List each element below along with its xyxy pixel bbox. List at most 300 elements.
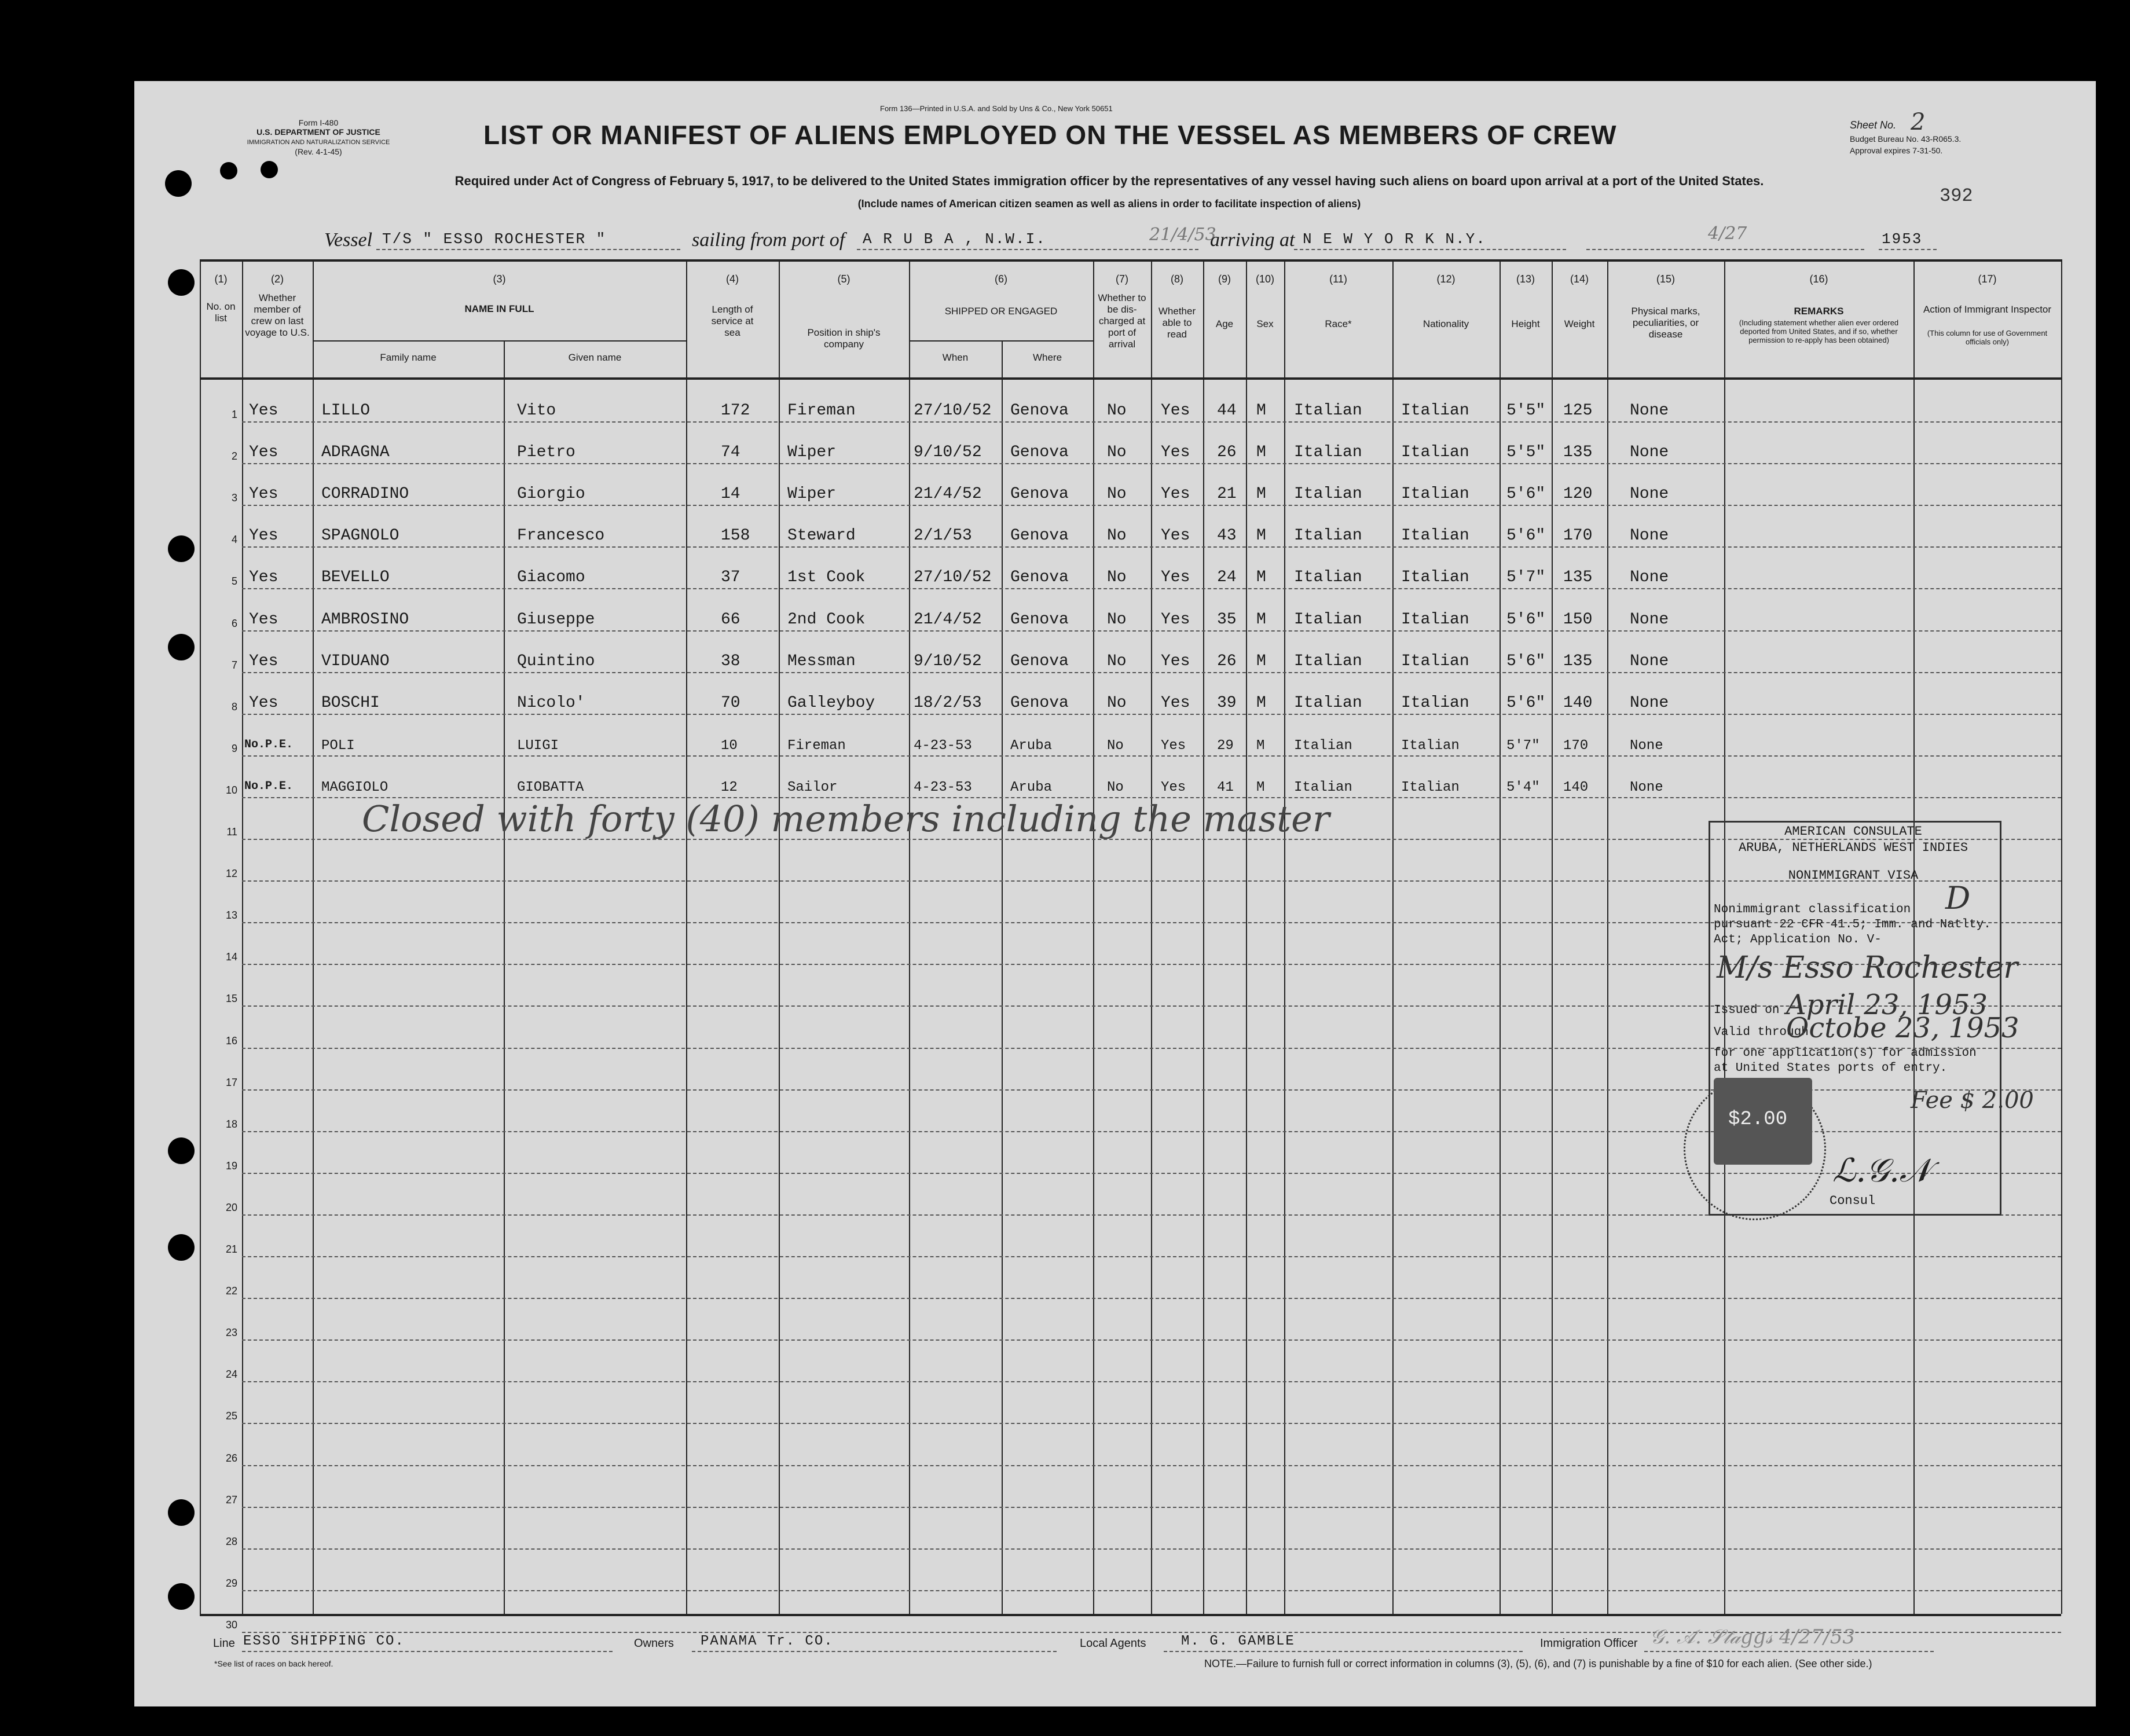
cell-shipped-when: 21/4/52 [914, 610, 982, 629]
row-number: 17 [225, 1076, 237, 1088]
agents-value: M. G. GAMBLE [1181, 1634, 1295, 1649]
col-6-number: (6) [995, 273, 1007, 285]
cell-race: Italian [1294, 402, 1362, 420]
cell-given-name: Giacomo [517, 568, 585, 587]
cell-given-name: Giuseppe [517, 610, 595, 629]
row-number: 3 [231, 492, 237, 504]
row-rule [242, 1507, 2061, 1508]
cell-race: Italian [1294, 652, 1362, 670]
cell-family-name: LILLO [321, 402, 371, 420]
cell-length-of-service: 37 [721, 568, 740, 587]
cell-physical-marks: None [1630, 693, 1669, 712]
row-rule [242, 421, 2061, 423]
cell-physical-marks: None [1630, 737, 1663, 754]
cell-race: Italian [1294, 527, 1362, 545]
revision: (Rev. 4-1-45) [295, 147, 342, 156]
cell-physical-marks: None [1630, 527, 1669, 545]
sheet-label: Sheet No. [1850, 119, 1897, 131]
cell-member: Yes [249, 610, 278, 629]
punch-hole [220, 162, 237, 179]
arrival-port: N E W Y O R K N.Y. [1303, 230, 1486, 248]
cell-given-name: Vito [517, 402, 556, 420]
cell-given-name: Nicolo' [517, 693, 585, 712]
include-note: (Include names of American citizen seamen as well as aliens in order to facilitate inspection of aliens) [857, 198, 1361, 210]
cell-age: 26 [1217, 443, 1237, 462]
cell-sex: M [1256, 568, 1266, 587]
cell-age: 24 [1217, 568, 1237, 587]
row-number: 30 [225, 1618, 237, 1631]
cell-discharged: No [1107, 485, 1127, 504]
row-number: 11 [226, 826, 237, 838]
printer-line: Form 136—Printed in U.S.A. and Sold by Uns & Co., New York 50651 [880, 104, 1113, 113]
footer-note: NOTE.—Failure to furnish full or correct information in columns (3), (5), (6), and (7) is punishable by a fine of $10 for each alien. (See other side.) [1204, 1658, 1872, 1669]
arrival-date: 4/27 [1708, 223, 1747, 244]
col-8-number: (8) [1171, 273, 1183, 285]
where-header: Where [1032, 352, 1062, 363]
stamped-number: 392 [1940, 185, 1973, 207]
row-rule [242, 1465, 2061, 1466]
cell-discharged: No [1107, 402, 1127, 420]
cell-position: 2nd Cook [787, 610, 866, 629]
cell-shipped-where: Genova [1010, 652, 1069, 670]
col-9-header: Age [1215, 318, 1234, 329]
cell-shipped-where: Genova [1010, 402, 1069, 420]
stamp-visa-type: NONIMMIGRANT VISA [1788, 868, 1919, 883]
stamp-classification-label: Nonimmigrant classification [1714, 903, 1911, 916]
row-rule [242, 672, 2061, 673]
row-number: 6 [231, 617, 237, 629]
cell-nationality: Italian [1401, 737, 1460, 754]
cell-race: Italian [1294, 485, 1362, 504]
arriving-label: arriving at [1210, 229, 1295, 251]
cell-weight: 170 [1563, 527, 1593, 545]
row-number: 29 [225, 1577, 237, 1589]
cell-able-to-read: Yes [1161, 527, 1190, 545]
cell-shipped-where: Genova [1010, 693, 1069, 712]
col-17-header: Action of Immigrant Inspector [1923, 304, 2052, 315]
cell-height: 5'5" [1506, 443, 1546, 462]
cell-weight: 135 [1563, 652, 1593, 670]
cell-sex: M [1256, 779, 1265, 795]
form-number: Form I-480 [298, 118, 339, 127]
cell-sex: M [1256, 693, 1266, 712]
cell-race: Italian [1294, 693, 1362, 712]
closing-note: Closed with forty (40) members including the master [362, 798, 1330, 840]
cell-shipped-when: 4-23-53 [914, 779, 972, 795]
stamp-ports: at United States ports of entry. [1714, 1062, 1948, 1075]
row-rule [242, 463, 2061, 464]
cell-height: 5'4" [1506, 779, 1540, 795]
cell-shipped-where: Genova [1010, 527, 1069, 545]
col-14-number: (14) [1570, 273, 1589, 285]
cell-given-name: Pietro [517, 443, 575, 462]
col-16-subheader: (Including statement whether alien ever ordered deported from United States, and if so, whether permission to re-apply has been obtained) [1739, 318, 1899, 344]
cell-nationality: Italian [1401, 485, 1469, 504]
cell-weight: 120 [1563, 485, 1593, 504]
row-number: 18 [225, 1118, 237, 1130]
cell-family-name: POLI [321, 737, 355, 754]
cell-height: 5'6" [1506, 485, 1546, 504]
stamp-application-label: Act; Application No. V- [1714, 933, 1882, 946]
cell-member: No.P.E. [244, 737, 294, 751]
col-7-number: (7) [1116, 273, 1128, 285]
row-rule [242, 630, 2061, 632]
cell-physical-marks: None [1630, 485, 1669, 504]
col-10-number: (10) [1255, 273, 1274, 285]
col-11-header: Race* [1325, 318, 1352, 329]
line-value: ESSO SHIPPING CO. [243, 1634, 405, 1649]
stamp-consulate: AMERICAN CONSULATE [1784, 824, 1922, 839]
col-3-number: (3) [493, 273, 506, 285]
cell-race: Italian [1294, 610, 1362, 629]
row-number: 19 [225, 1159, 237, 1172]
punch-hole [261, 161, 278, 178]
row-number: 20 [225, 1201, 237, 1213]
row-rule [242, 546, 2061, 548]
row-rule [242, 1423, 2061, 1424]
sheet-number: 2 [1911, 109, 1926, 135]
cell-physical-marks: None [1630, 610, 1669, 629]
stamp-valid-date: Octobe 23, 1953 [1786, 1012, 2019, 1044]
cell-length-of-service: 38 [721, 652, 740, 670]
cell-shipped-when: 9/10/52 [914, 443, 982, 462]
col-6-header: SHIPPED OR ENGAGED [944, 306, 1058, 317]
cell-able-to-read: Yes [1161, 610, 1190, 629]
row-rule [242, 588, 2061, 589]
cell-position: 1st Cook [787, 568, 866, 587]
row-rule [242, 1298, 2061, 1299]
stamp-fee: Fee $ 2.00 [1911, 1087, 2034, 1114]
punch-hole [168, 269, 195, 296]
cell-given-name: Francesco [517, 527, 605, 545]
cell-race: Italian [1294, 443, 1362, 462]
row-number: 21 [225, 1243, 237, 1255]
owners-value: PANAMA Tr. CO. [701, 1634, 834, 1649]
officer-label: Immigration Officer [1540, 1637, 1638, 1650]
cell-shipped-where: Genova [1010, 610, 1069, 629]
agents-label: Local Agents [1080, 1637, 1146, 1650]
consul-signature: ℒ.𝒢.𝒩 [1832, 1152, 1931, 1190]
cell-age: 21 [1217, 485, 1237, 504]
cell-shipped-when: 9/10/52 [914, 652, 982, 670]
col-17-number: (17) [1978, 273, 1997, 285]
line-label: Line [213, 1637, 235, 1650]
cell-family-name: BOSCHI [321, 693, 380, 712]
stamp-issued-date: April 23, 1953 [1786, 989, 1988, 1021]
vessel-name: T/S " ESSO ROCHESTER " [382, 230, 607, 248]
cell-age: 26 [1217, 652, 1237, 670]
col-2-header: Whether member of crew on last voyage to U.S. [245, 292, 310, 338]
cell-shipped-where: Genova [1010, 443, 1069, 462]
cell-physical-marks: None [1630, 443, 1669, 462]
cell-race: Italian [1294, 568, 1362, 587]
cell-shipped-when: 27/10/52 [914, 568, 992, 587]
row-number: 10 [225, 784, 237, 796]
cell-weight: 140 [1563, 779, 1589, 795]
row-number: 4 [231, 534, 237, 546]
cell-position: Sailor [787, 779, 838, 795]
cell-family-name: ADRAGNA [321, 443, 390, 462]
col-12-number: (12) [1436, 273, 1456, 285]
arrival-year: 1953 [1882, 230, 1923, 248]
stamp-regulation: pursuant 22 CFR 41.5; Imm. and Natlty. [1714, 918, 1991, 931]
sailing-date: 21/4/53 [1149, 225, 1216, 245]
cell-family-name: SPAGNOLO [321, 527, 399, 545]
cell-position: Galleyboy [787, 693, 875, 712]
col-10-header: Sex [1256, 318, 1274, 329]
cell-position: Wiper [787, 485, 837, 504]
cell-race: Italian [1294, 737, 1352, 754]
cell-height: 5'5" [1506, 402, 1546, 420]
cell-weight: 135 [1563, 568, 1593, 587]
cell-sex: M [1256, 652, 1266, 670]
row-rule [242, 1381, 2061, 1382]
row-rule [242, 1256, 2061, 1257]
row-rule [242, 1548, 2061, 1550]
cell-discharged: No [1107, 527, 1127, 545]
cell-height: 5'7" [1506, 568, 1546, 587]
cell-position: Messman [787, 652, 856, 670]
row-number: 13 [225, 909, 237, 922]
stamp-location: ARUBA, NETHERLANDS WEST INDIES [1738, 841, 1968, 855]
cell-height: 5'6" [1506, 610, 1546, 629]
cell-member: No.P.E. [244, 779, 294, 793]
col-13-number: (13) [1516, 273, 1535, 285]
cell-physical-marks: None [1630, 779, 1663, 795]
cell-family-name: AMBROSINO [321, 610, 409, 629]
cell-nationality: Italian [1401, 527, 1469, 545]
col-15-header: Physical marks, peculiarities, or disease [1631, 306, 1700, 340]
cell-member: Yes [249, 568, 278, 587]
required-act-text: Required under Act of Congress of February 5, 1917, to be delivered to the United States immigration officer by the representatives of any vessel having such aliens on board upon arrival at a port of the United States. [454, 174, 1764, 188]
cell-discharged: No [1107, 652, 1127, 670]
cell-weight: 140 [1563, 693, 1593, 712]
stamp-valid-label: Valid through [1714, 1026, 1809, 1039]
col-3-header: NAME IN FULL [464, 303, 534, 314]
cell-able-to-read: Yes [1161, 568, 1190, 587]
given-name-header: Given name [568, 352, 622, 363]
col-9-number: (9) [1218, 273, 1231, 285]
page-title: LIST OR MANIFEST OF ALIENS EMPLOYED ON THE VESSEL AS MEMBERS OF CREW [483, 120, 1617, 150]
row-rule [242, 714, 2061, 715]
row-number: 23 [225, 1327, 237, 1339]
col-4-header: Length of service at sea [711, 304, 754, 338]
cell-family-name: MAGGIOLO [321, 779, 388, 795]
row-number: 1 [231, 409, 237, 420]
cell-given-name: GIOBATTA [517, 779, 584, 795]
cell-shipped-when: 4-23-53 [914, 737, 972, 754]
approval-expires: Approval expires 7-31-50. [1850, 146, 1943, 155]
col-17-subheader: (This column for use of Government officials only) [1927, 329, 2048, 346]
cell-position: Fireman [787, 402, 856, 420]
cell-discharged: No [1107, 568, 1127, 587]
col-15-number: (15) [1656, 273, 1675, 285]
punch-hole [168, 1137, 195, 1164]
punch-hole [168, 1499, 195, 1526]
cell-given-name: Quintino [517, 652, 595, 670]
cell-given-name: Giorgio [517, 485, 585, 504]
row-number: 22 [225, 1285, 237, 1297]
budget-bureau: Budget Bureau No. 43-R065.3. [1850, 134, 1962, 144]
stamp-consul-label: Consul [1830, 1194, 1876, 1208]
row-rule [242, 505, 2061, 506]
cell-nationality: Italian [1401, 443, 1469, 462]
races-note: *See list of races on back hereof. [214, 1659, 333, 1668]
cell-member: Yes [249, 443, 278, 462]
cell-length-of-service: 12 [721, 779, 738, 795]
cell-shipped-where: Genova [1010, 568, 1069, 587]
col-8-header: Whether able to read [1158, 306, 1196, 340]
col-13-header: Height [1511, 318, 1540, 329]
col-16-number: (16) [1809, 273, 1828, 285]
cell-able-to-read: Yes [1161, 485, 1190, 504]
row-rule [242, 1590, 2061, 1591]
cell-shipped-where: Genova [1010, 485, 1069, 504]
cell-position: Steward [787, 527, 856, 545]
cell-age: 39 [1217, 693, 1237, 712]
cell-shipped-when: 21/4/52 [914, 485, 982, 504]
col-5-header: Position in ship's company [807, 327, 881, 350]
family-name-header: Family name [380, 352, 437, 363]
col-4-number: (4) [726, 273, 739, 285]
col-1-header: No. on list [206, 301, 236, 324]
officer-signature: 𝒢. 𝒜. 𝒮𝓉𝒶𝑔𝑔𝓈 4/27/53 [1650, 1625, 1856, 1649]
cell-length-of-service: 70 [721, 693, 740, 712]
cell-member: Yes [249, 527, 278, 545]
cell-weight: 170 [1563, 737, 1589, 754]
cell-family-name: CORRADINO [321, 485, 409, 504]
cell-nationality: Italian [1401, 402, 1469, 420]
row-number: 9 [231, 742, 237, 754]
cell-age: 43 [1217, 527, 1237, 545]
row-number: 14 [225, 951, 237, 963]
cell-shipped-when: 2/1/53 [914, 527, 972, 545]
cell-height: 5'6" [1506, 652, 1546, 670]
cell-physical-marks: None [1630, 402, 1669, 420]
cell-shipped-where: Aruba [1010, 737, 1053, 754]
row-rule [242, 1339, 2061, 1341]
col-5-number: (5) [837, 273, 850, 285]
stamp-classification: D [1945, 880, 1971, 916]
sailing-port: A R U B A , N.W.I. [863, 230, 1046, 248]
col-12-header: Nationality [1423, 318, 1469, 329]
cell-given-name: LUIGI [517, 737, 559, 754]
col-1-number: (1) [214, 273, 228, 285]
cell-discharged: No [1107, 779, 1124, 795]
cell-sex: M [1256, 485, 1266, 504]
col-16-header: REMARKS [1794, 306, 1844, 317]
cell-physical-marks: None [1630, 652, 1669, 670]
row-number: 15 [225, 993, 237, 1005]
cell-height: 5'7" [1506, 737, 1540, 754]
cell-discharged: No [1107, 610, 1127, 629]
row-number: 8 [231, 700, 237, 713]
row-number: 27 [225, 1493, 237, 1506]
cell-length-of-service: 14 [721, 485, 740, 504]
when-header: When [942, 352, 969, 363]
col-11-number: (11) [1329, 273, 1347, 285]
row-number: 7 [231, 659, 237, 671]
stamp-applications: for one application(s) for admission [1714, 1047, 1977, 1060]
cell-length-of-service: 172 [721, 402, 750, 420]
cell-member: Yes [249, 402, 278, 420]
cell-nationality: Italian [1401, 568, 1469, 587]
row-number: 28 [225, 1535, 237, 1547]
punch-hole [165, 170, 192, 197]
col-2-number: (2) [271, 273, 284, 285]
cell-nationality: Italian [1401, 610, 1469, 629]
punch-hole [168, 535, 195, 562]
cell-shipped-where: Aruba [1010, 779, 1053, 795]
cell-sex: M [1256, 737, 1265, 754]
cell-sex: M [1256, 610, 1266, 629]
row-number: 24 [225, 1368, 237, 1381]
cell-length-of-service: 158 [721, 527, 750, 545]
cell-able-to-read: Yes [1161, 443, 1190, 462]
cell-able-to-read: Yes [1161, 779, 1186, 795]
cell-discharged: No [1107, 443, 1127, 462]
cell-family-name: BEVELLO [321, 568, 390, 587]
cell-race: Italian [1294, 779, 1352, 795]
cell-member: Yes [249, 485, 278, 504]
service: IMMIGRATION AND NATURALIZATION SERVICE [247, 139, 390, 146]
cell-age: 29 [1217, 737, 1234, 754]
vessel-label: Vessel [324, 229, 373, 251]
cell-physical-marks: None [1630, 568, 1669, 587]
cell-weight: 150 [1563, 610, 1593, 629]
cell-length-of-service: 10 [721, 737, 738, 754]
cell-able-to-read: Yes [1161, 737, 1186, 754]
cell-family-name: VIDUANO [321, 652, 390, 670]
cell-position: Fireman [787, 737, 846, 754]
cell-nationality: Italian [1401, 693, 1469, 712]
cell-height: 5'6" [1506, 693, 1546, 712]
cell-member: Yes [249, 652, 278, 670]
cell-shipped-when: 18/2/53 [914, 693, 982, 712]
row-number: 26 [225, 1452, 237, 1464]
row-number: 5 [231, 575, 237, 588]
cell-nationality: Italian [1401, 779, 1460, 795]
cell-sex: M [1256, 443, 1266, 462]
punch-hole [168, 1583, 195, 1610]
punch-hole [168, 634, 195, 660]
cell-height: 5'6" [1506, 527, 1546, 545]
cell-age: 44 [1217, 402, 1237, 420]
stamp-vessel-handwritten: M/s Esso Rochester [1717, 950, 2018, 985]
department: U.S. DEPARTMENT OF JUSTICE [256, 127, 380, 137]
row-number: 25 [225, 1410, 237, 1422]
revenue-stamp-value: $2.00 [1728, 1109, 1788, 1131]
stamp-issued-label: Issued on [1714, 1004, 1780, 1017]
cell-age: 41 [1217, 779, 1234, 795]
row-number: 12 [225, 868, 237, 880]
row-rule [242, 755, 2061, 757]
row-number: 16 [225, 1034, 237, 1047]
col-14-header: Weight [1564, 318, 1595, 329]
cell-nationality: Italian [1401, 652, 1469, 670]
cell-length-of-service: 66 [721, 610, 740, 629]
cell-able-to-read: Yes [1161, 402, 1190, 420]
cell-sex: M [1256, 527, 1266, 545]
punch-hole [168, 1234, 195, 1261]
cell-discharged: No [1107, 737, 1124, 754]
cell-position: Wiper [787, 443, 837, 462]
cell-able-to-read: Yes [1161, 652, 1190, 670]
cell-length-of-service: 74 [721, 443, 740, 462]
col-7-header: Whether to be dis-charged at port of arrival [1098, 292, 1146, 350]
cell-weight: 125 [1563, 402, 1593, 420]
owners-label: Owners [634, 1637, 674, 1650]
